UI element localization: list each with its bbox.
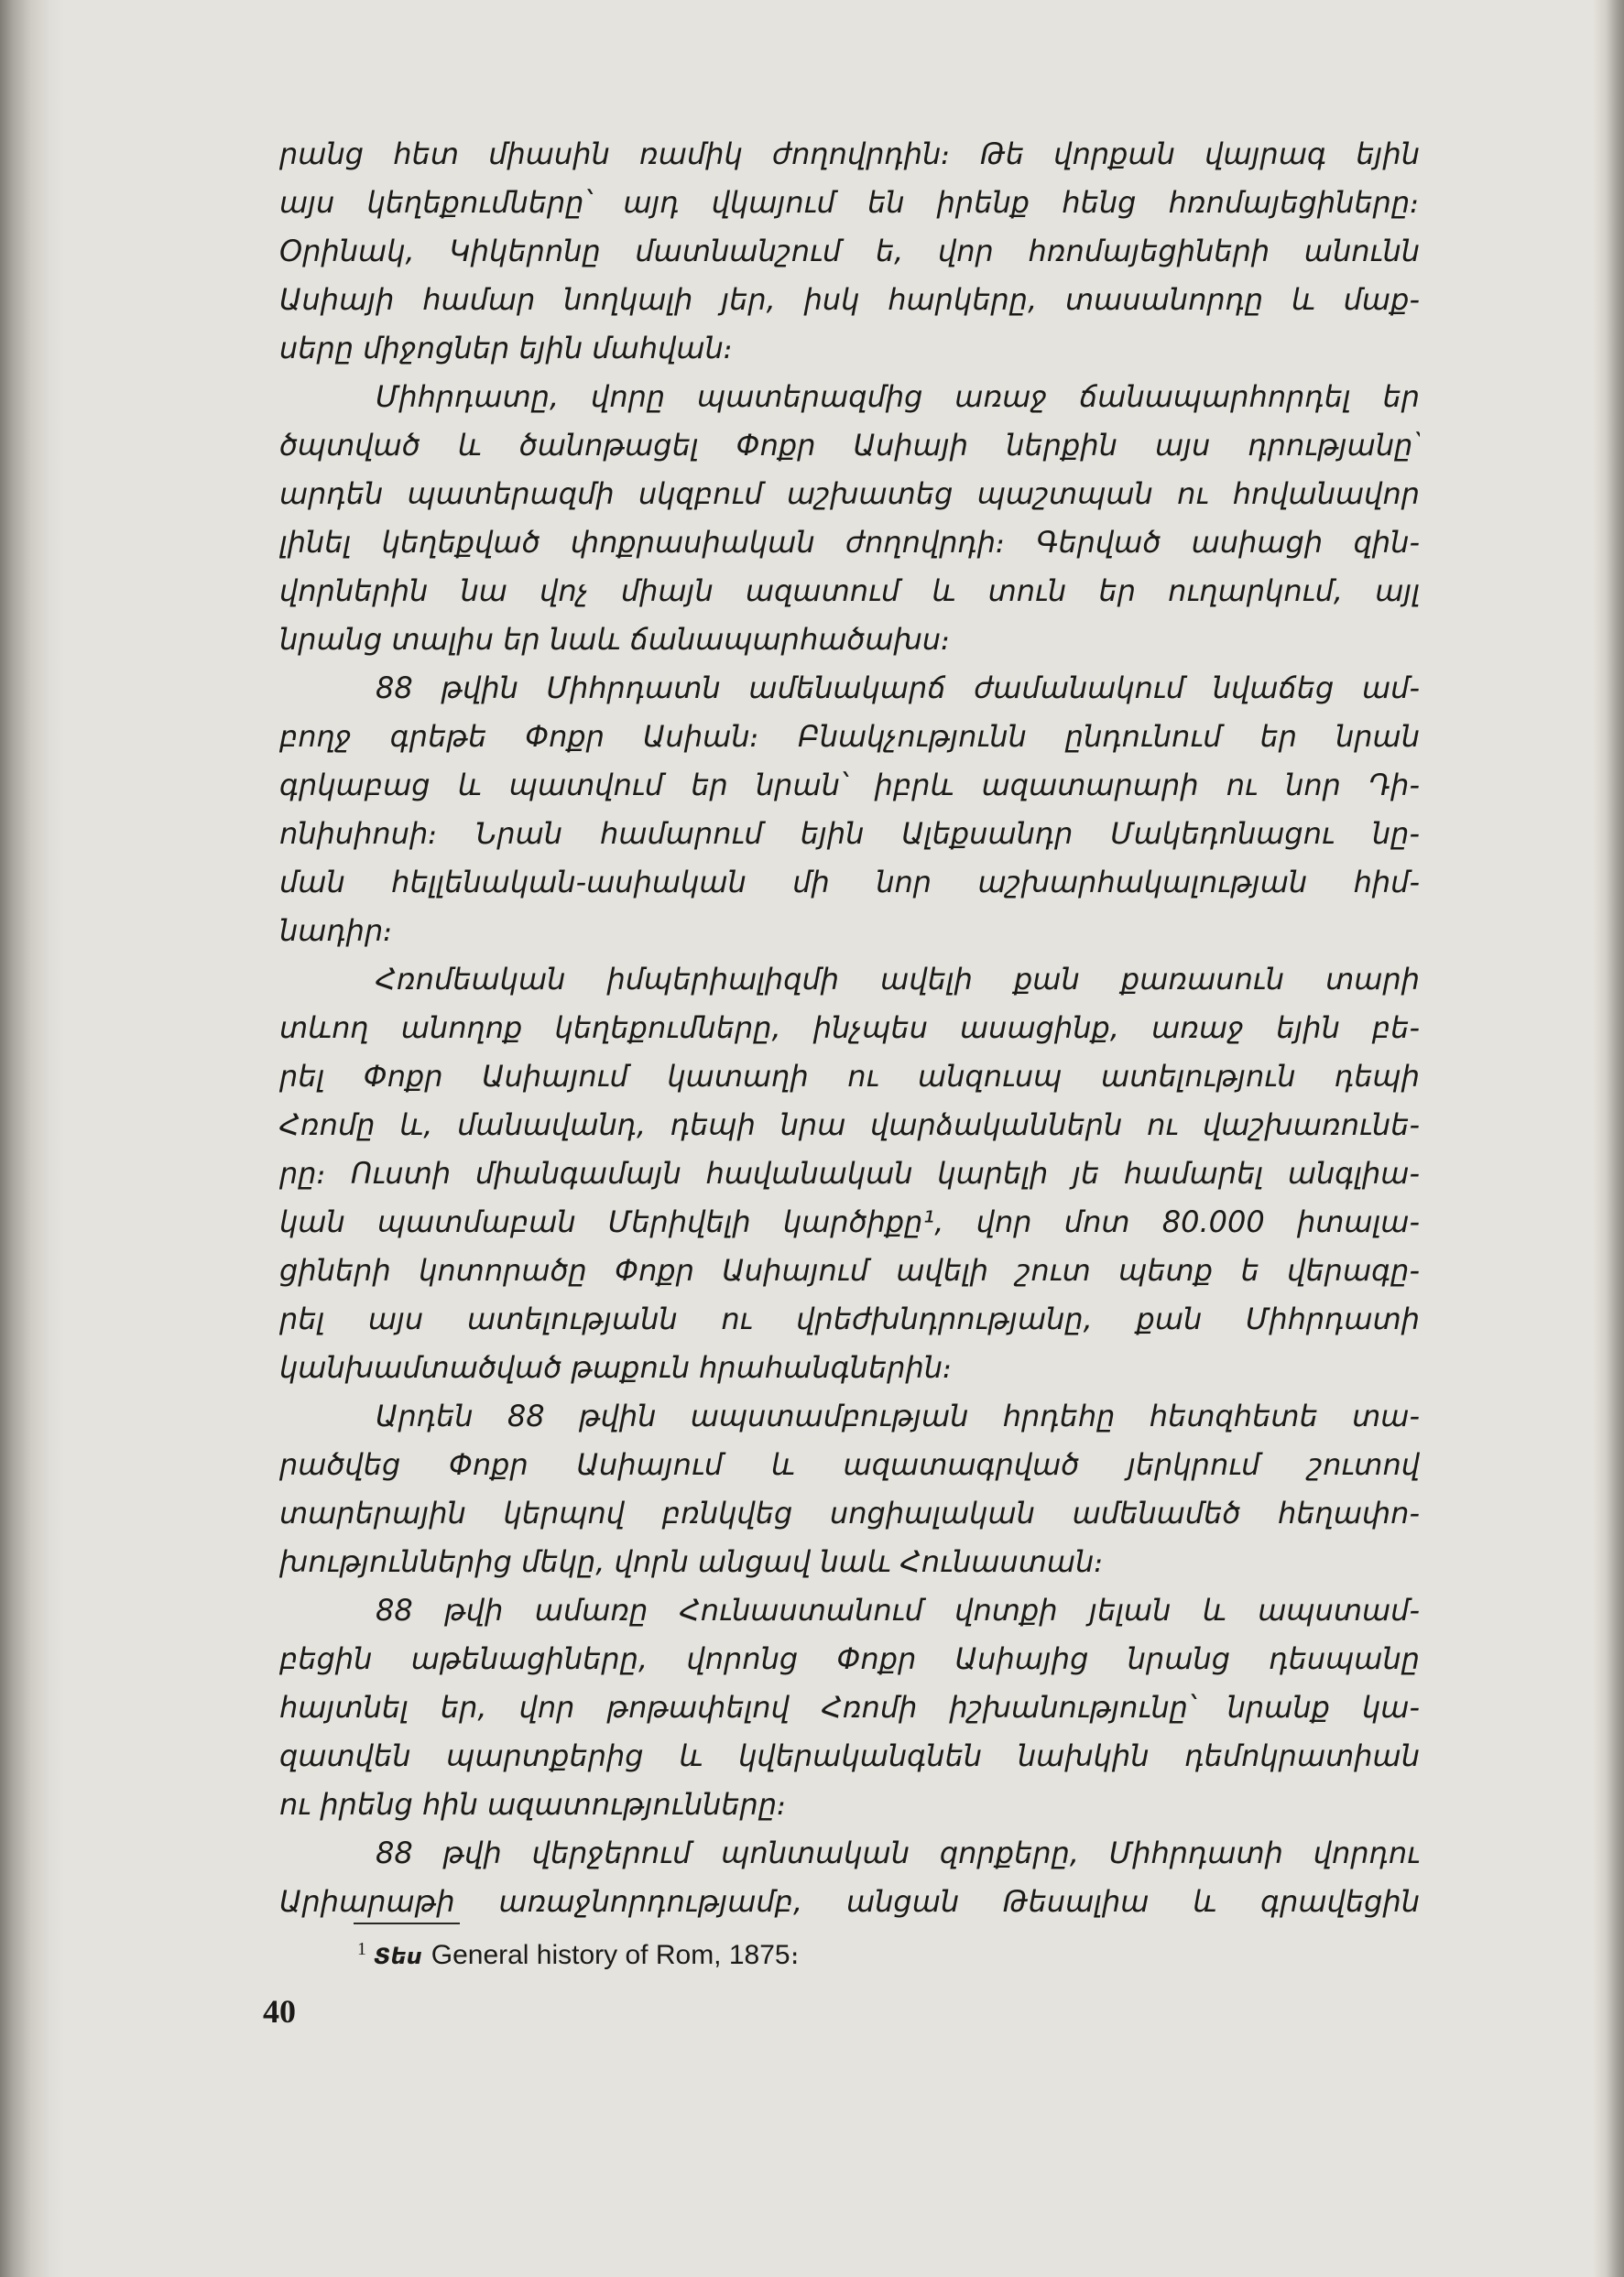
text-line: րը։ Ուստի միանգամայն հավանական կարելի յե համարել անգլիա- bbox=[279, 1156, 1420, 1191]
text-line: Արդեն 88 թվին ապստամբության հրդեհը հետզհետե տա- bbox=[376, 1399, 1420, 1433]
paragraph-3 bbox=[279, 664, 1420, 955]
text-line: բողջ գրեթե Փոքր Ասիան։ Բնակչությունն ընդունում եր նրան bbox=[279, 719, 1420, 754]
footnote-citation: General history of Rom, 1875։ bbox=[431, 1940, 800, 1970]
text-line: 88 թվին Միհրդատն ամենակարճ ժամանակում նվաճեց ամ- bbox=[376, 670, 1420, 705]
text-line: ծպտված և ծանոթացել Փոքր Ասիայի ներքին այս դրությանը՝ bbox=[279, 428, 1420, 463]
text-line: Ասիայի համար նողկալի յեր, իսկ հարկերը, տասանորդը և մաք- bbox=[279, 282, 1420, 317]
text-line: լինել կեղեքված փոքրասիական ժողովրդի։ Գերված ասիացի զին- bbox=[279, 525, 1420, 560]
text-line: կանխամտածված թաքուն հրահանգներին։ bbox=[279, 1350, 953, 1385]
text-line: սերը միջոցներ եյին մահվան։ bbox=[279, 331, 734, 365]
text-line: Միհրդատը, վորը պատերազմից առաջ ճանապարհորդել եր bbox=[376, 379, 1420, 414]
footnote-marker: 1 bbox=[357, 1939, 366, 1959]
text-line: րանց հետ միասին ռամիկ ժողովրդին։ Թե վորքան վայրագ եյին bbox=[279, 136, 1420, 171]
text-line: տարերային կերպով բռնկվեց սոցիալական ամենամեծ հեղափո- bbox=[279, 1496, 1420, 1531]
text-line: տևող անողոք կեղեքումները, ինչպես ասացինք, առաջ եյին բե- bbox=[279, 1010, 1420, 1045]
page-binding-shadow bbox=[0, 0, 64, 2277]
footnote-rule bbox=[354, 1923, 460, 1924]
paragraph-4 bbox=[279, 955, 1420, 1392]
text-line: կան պատմաբան Մերիվելի կարծիքը¹, վոր մոտ 80.000 իտալա- bbox=[279, 1204, 1420, 1239]
text-line: րել Փոքր Ասիայում կատաղի ու անզուսպ ատելություն դեպի bbox=[279, 1059, 1420, 1094]
text-line: րածվեց Փոքր Ասիայում և ազատագրված յերկրում շուտով bbox=[279, 1447, 1420, 1482]
text-line: ցիների կոտորածը Փոքր Ասիայում ավելի շուտ պետք ե վերագը- bbox=[279, 1253, 1420, 1288]
page-edge-shadow bbox=[1593, 0, 1624, 2277]
text-line: բեցին աթենացիները, վորոնց Փոքր Ասիայից նրանց դեսպանը bbox=[279, 1641, 1420, 1676]
text-line: ու իրենց հին ազատությունները։ bbox=[279, 1787, 787, 1822]
page-number: 40 bbox=[263, 1993, 296, 2030]
paragraph-2 bbox=[279, 373, 1420, 664]
text-line: հայտնել եր, վոր թոթափելով Հռոմի իշխանությունը՝ նրանք կա- bbox=[279, 1690, 1420, 1725]
body-text bbox=[279, 130, 1420, 1926]
text-line: այս կեղեքումները՝ այդ վկայում են իրենք հենց հռոմայեցիները։ bbox=[279, 185, 1420, 220]
text-line: 88 թվի ամառը Հունաստանում վոտքի յելան և ապստամ- bbox=[376, 1593, 1420, 1628]
footnote-lead: Տես bbox=[374, 1944, 422, 1969]
text-line: ոնիսիոսի։ Նրան համարում եյին Ալեքսանդր Մակեդոնացու նը- bbox=[279, 816, 1420, 851]
footnote bbox=[357, 1931, 800, 1970]
text-line: զատվեն պարտքերից և կվերականգնեն նախկին դեմոկրատիան bbox=[279, 1738, 1420, 1773]
text-line: նրանց տալիս եր նաև ճանապարհածախս։ bbox=[279, 622, 951, 657]
text-line: 88 թվի վերջերում պոնտական զորքերը, Միհրդատի վորդու bbox=[376, 1836, 1420, 1870]
paragraph-1 bbox=[279, 130, 1420, 373]
paragraph-7 bbox=[279, 1829, 1420, 1926]
text-line: ման հելլենական-ասիական մի նոր աշխարհակալության հիմ- bbox=[279, 865, 1420, 899]
text-line: Հռոմը և, մանավանդ, դեպի նրա վարձականներն ու վաշխառունե- bbox=[279, 1107, 1420, 1142]
text-line: Օրինակ, Կիկերոնը մատնանշում ե, վոր հռոմայեցիների անունն bbox=[279, 234, 1420, 268]
text-line: Հռոմեական իմպերիալիզմի ավելի քան քառասուն տարի bbox=[376, 962, 1420, 997]
text-line: խություններից մեկը, վորն անցավ նաև Հունաստան։ bbox=[279, 1544, 1105, 1579]
text-line: արդեն պատերազմի սկզբում աշխատեց պաշտպան ու հովանավոր bbox=[279, 476, 1420, 511]
text-line: նադիր։ bbox=[279, 913, 394, 948]
text-line: Արիարաթի առաջնորդությամբ, անցան Թեսալիա և գրավեցին bbox=[279, 1884, 1420, 1919]
text-line: վորներին նա վոչ միայն ազատում և տուն եր ուղարկում, այլ bbox=[279, 573, 1420, 608]
text-line: գրկաբաց և պատվում եր նրան՝ իբրև ազատարարի ու նոր Դի- bbox=[279, 768, 1420, 802]
paragraph-6 bbox=[279, 1586, 1420, 1829]
paragraph-5 bbox=[279, 1392, 1420, 1586]
text-line: րել այս ատելությանն ու վրեժխնդրությանը, քան Միհրդատի bbox=[279, 1302, 1420, 1336]
